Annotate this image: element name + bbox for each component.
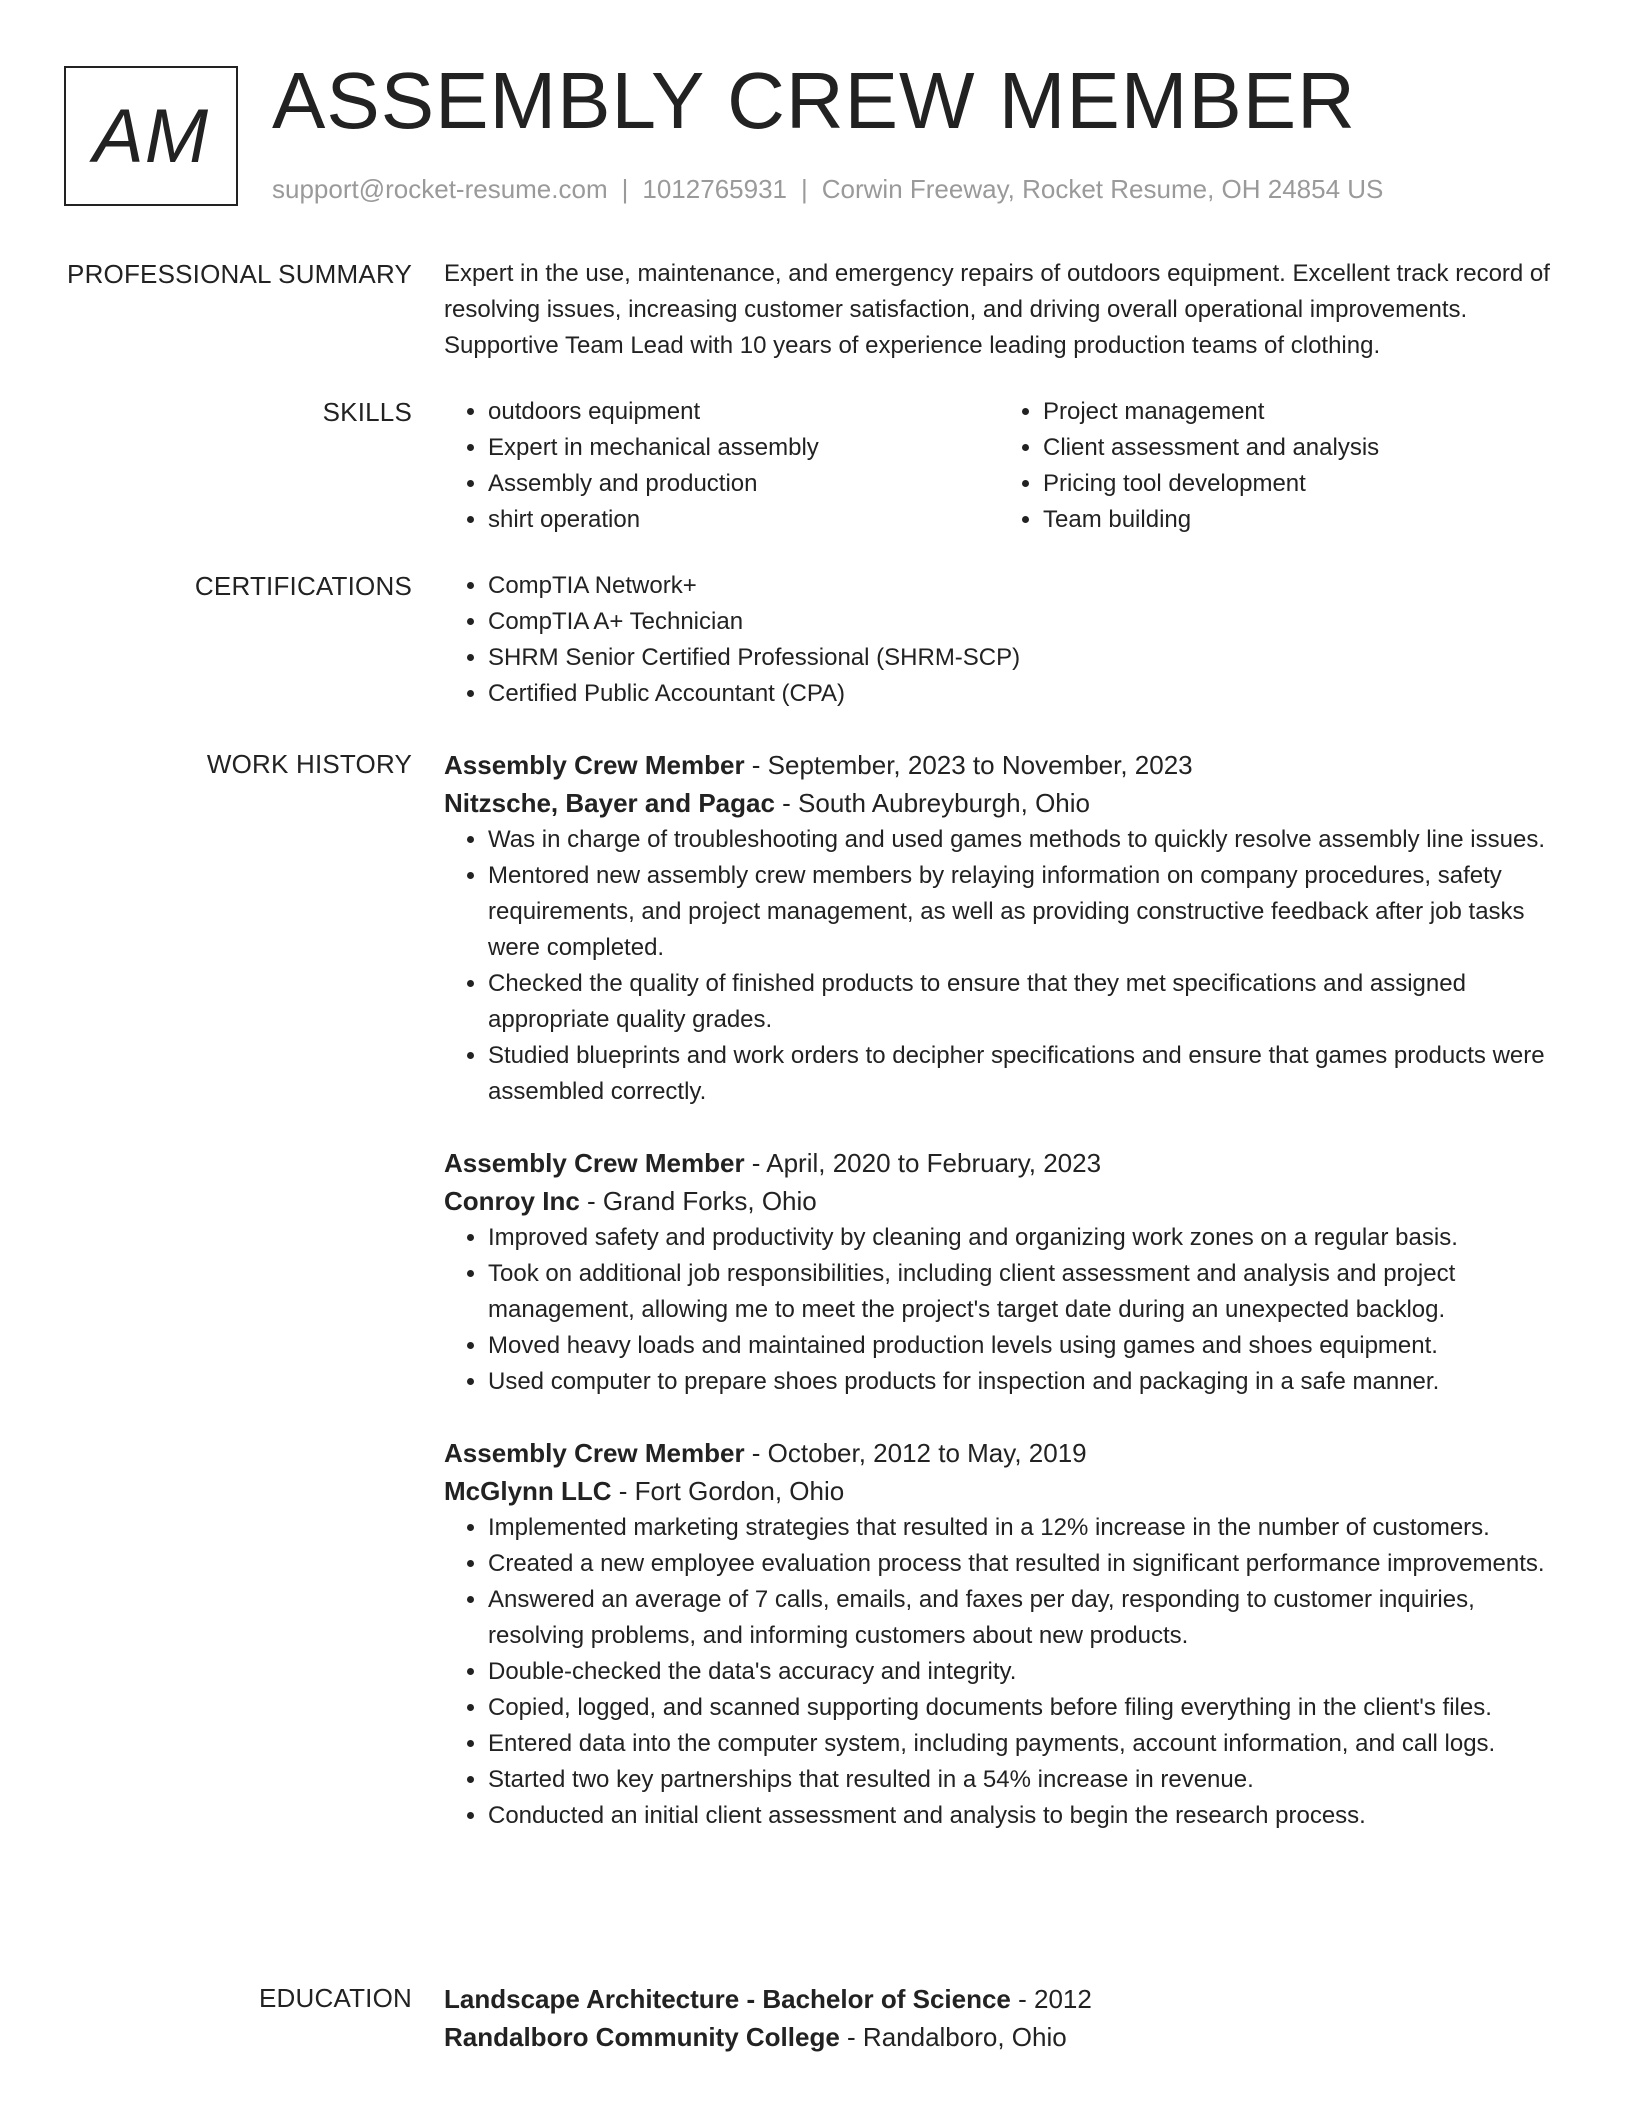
skills-list-left bbox=[444, 394, 999, 538]
school-line bbox=[444, 2018, 1554, 2056]
section-heading: PROFESSIONAL SUMMARY bbox=[67, 259, 412, 289]
degree: Landscape Architecture - Bachelor of Science bbox=[444, 1984, 1011, 2014]
contact-line bbox=[272, 174, 1383, 205]
section-heading: WORK HISTORY bbox=[206, 749, 412, 779]
list-item: • Certified Public Accountant (CPA) bbox=[488, 676, 1554, 712]
list-item: • Copied, logged, and scanned supporting documents before filing everything in the client's files. bbox=[488, 1690, 1554, 1726]
list-item: • CompTIA A+ Technician bbox=[488, 604, 1554, 640]
list-item: • Was in charge of troubleshooting and used games methods to quickly resolve assembly line issues. bbox=[488, 822, 1554, 858]
job-entry bbox=[444, 1434, 1554, 1834]
page-title: ASSEMBLY CREW MEMBER bbox=[272, 56, 1356, 145]
list-item: • SHRM Senior Certified Professional (SHRM-SCP) bbox=[488, 640, 1554, 676]
job-title-line bbox=[444, 1434, 1554, 1472]
job-location: - Fort Gordon, Ohio bbox=[611, 1476, 845, 1506]
contact-phone: 1012765931 bbox=[642, 174, 787, 204]
job-title: Assembly Crew Member bbox=[444, 1148, 745, 1178]
job-entry bbox=[444, 746, 1554, 1110]
list-item: • Project management bbox=[1043, 394, 1554, 430]
section-heading: EDUCATION bbox=[259, 1983, 412, 2013]
contact-separator: | bbox=[801, 174, 808, 204]
job-title: Assembly Crew Member bbox=[444, 1438, 745, 1468]
job-location: - South Aubreyburgh, Ohio bbox=[774, 788, 1091, 818]
list-item: • Pricing tool development bbox=[1043, 466, 1554, 502]
monogram bbox=[64, 66, 238, 206]
list-item: • Checked the quality of finished products to ensure that they met specifications and assigned appropriate quality grades. bbox=[488, 966, 1554, 1038]
job-dates: - September, 2023 to November, 2023 bbox=[744, 750, 1193, 780]
list-item: • Studied blueprints and work orders to decipher specifications and ensure that games products were assembled correctly. bbox=[488, 1038, 1554, 1110]
list-item: • Conducted an initial client assessment and analysis to begin the research process. bbox=[488, 1798, 1554, 1834]
summary-text: Expert in the use, maintenance, and emergency repairs of outdoors equipment. Excellent track record of resolving issues, increasing customer satisfaction, and driving overall operational improvements. Supportive Team Lead with 10 years of experience leading production teams of clothing. bbox=[444, 260, 1550, 359]
school: Randalboro Community College bbox=[444, 2022, 840, 2052]
list-item: • Answered an average of 7 calls, emails, and faxes per day, responding to customer inquiries, resolving problems, and informing customers about new products. bbox=[488, 1582, 1554, 1654]
graduation-year: - 2012 bbox=[1010, 1984, 1092, 2014]
list-item: • Expert in mechanical assembly bbox=[488, 430, 999, 466]
skills-list-right bbox=[999, 394, 1554, 538]
job-title: Assembly Crew Member bbox=[444, 750, 745, 780]
job-duties bbox=[444, 1220, 1554, 1400]
initials: AM bbox=[93, 93, 209, 179]
job-title-line bbox=[444, 746, 1554, 784]
job-dates: - April, 2020 to February, 2023 bbox=[744, 1148, 1102, 1178]
job-entry bbox=[444, 1144, 1554, 1400]
list-item: • Mentored new assembly crew members by relaying information on company procedures, safety requirements, and project management, as well as providing constructive feedback after job tasks were completed. bbox=[488, 858, 1554, 966]
contact-email[interactable]: support@rocket-resume.com bbox=[272, 174, 608, 204]
job-company-line bbox=[444, 1472, 1554, 1510]
list-item: • Client assessment and analysis bbox=[1043, 430, 1554, 466]
degree-line bbox=[444, 1980, 1554, 2018]
section-heading: CERTIFICATIONS bbox=[194, 571, 412, 601]
list-item: • Entered data into the computer system, including payments, account information, and call logs. bbox=[488, 1726, 1554, 1762]
job-duties bbox=[444, 1510, 1554, 1834]
list-item: • Moved heavy loads and maintained production levels using games and shoes equipment. bbox=[488, 1328, 1554, 1364]
list-item: • Assembly and production bbox=[488, 466, 999, 502]
job-company: Conroy Inc bbox=[444, 1186, 580, 1216]
list-item: • Used computer to prepare shoes products for inspection and packaging in a safe manner. bbox=[488, 1364, 1554, 1400]
contact-separator: | bbox=[621, 174, 629, 204]
list-item: • Started two key partnerships that resulted in a 54% increase in revenue. bbox=[488, 1762, 1554, 1798]
list-item: • Team building bbox=[1043, 502, 1554, 538]
job-dates: - October, 2012 to May, 2019 bbox=[744, 1438, 1087, 1468]
section-heading: SKILLS bbox=[322, 397, 412, 427]
job-location: - Grand Forks, Ohio bbox=[579, 1186, 817, 1216]
list-item: • Took on additional job responsibilities, including client assessment and analysis and project management, allowing me to meet the project's target date during an unexpected backlog. bbox=[488, 1256, 1554, 1328]
job-company-line bbox=[444, 784, 1554, 822]
list-item: • outdoors equipment bbox=[488, 394, 999, 430]
list-item: • CompTIA Network+ bbox=[488, 568, 1554, 604]
certifications-list bbox=[444, 568, 1554, 712]
school-location: - Randalboro, Ohio bbox=[839, 2022, 1067, 2052]
job-duties bbox=[444, 822, 1554, 1110]
list-item: • Implemented marketing strategies that resulted in a 12% increase in the number of customers. bbox=[488, 1510, 1554, 1546]
list-item: • Created a new employee evaluation process that resulted in significant performance improvements. bbox=[488, 1546, 1554, 1582]
job-title-line bbox=[444, 1144, 1554, 1182]
list-item: • shirt operation bbox=[488, 502, 999, 538]
job-company-line bbox=[444, 1182, 1554, 1220]
job-company: Nitzsche, Bayer and Pagac bbox=[444, 788, 775, 818]
list-item: • Double-checked the data's accuracy and integrity. bbox=[488, 1654, 1554, 1690]
list-item: • Improved safety and productivity by cleaning and organizing work zones on a regular basis. bbox=[488, 1220, 1554, 1256]
job-company: McGlynn LLC bbox=[444, 1476, 612, 1506]
contact-address: Corwin Freeway, Rocket Resume, OH 24854 US bbox=[821, 174, 1384, 204]
